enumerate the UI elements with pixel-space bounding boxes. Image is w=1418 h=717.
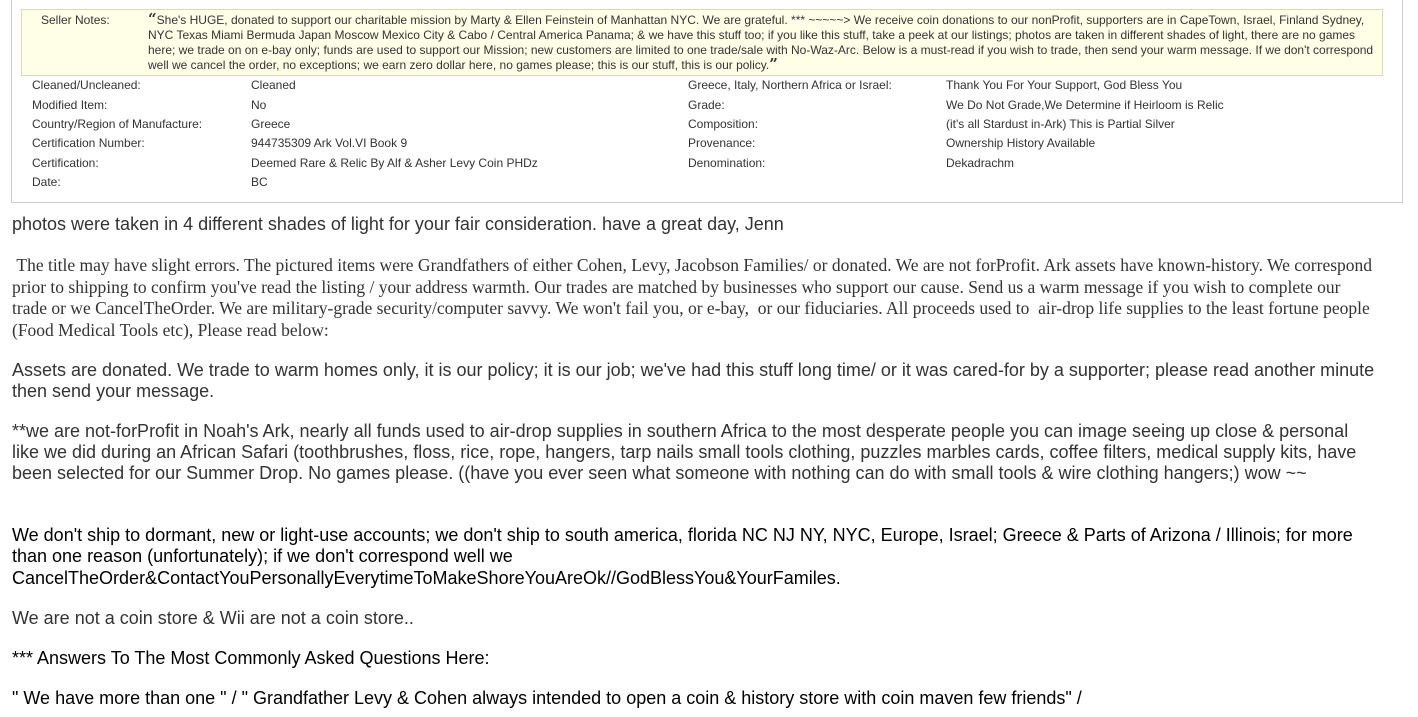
description-faq-heading: *** Answers To The Most Commonly Asked Questions Here: bbox=[12, 648, 490, 668]
description-cancel-order: CancelTheOrder&ContactYouPersonallyEverytimeToMakeShoreYouAreOk//GodBlessYou&YourFamiles. bbox=[12, 568, 841, 588]
spec-value-date: BC bbox=[251, 175, 268, 189]
spec-value-country: Greece bbox=[251, 117, 291, 131]
description-grandfather-note: " We have more than one " / " Grandfather Levy & Cohen always intended to open a coin & history store with coin maven few friends" / bbox=[12, 688, 1082, 708]
spec-value-composition: (it's all Stardust in-Ark) This is Partial Silver bbox=[946, 117, 1175, 131]
description-not-coin-store: We are not a coin store & Wii are not a coin store.. bbox=[12, 608, 414, 628]
spec-label-region: Greece, Italy, Northern Africa or Israel: bbox=[688, 78, 892, 92]
seller-notes-box bbox=[21, 9, 1383, 76]
description-title-disclaimer: The title may have slight errors. The pictured items were Grandfathers of either Cohen, Levy, Jacobson Families/ or donated. We are not forProfit. Ark assets have known-history. We correspond prior to shipping to confirm you've read the listing / your address warmth. Our trades are matched by businesses who support our cause. Send us a warm message if you wish to complete our trade or we CancelTheOrder. We are military-grade security/computer savvy. We won't fail you, or e-bay, or our fiduciaries. All proceeds used to air-drop life supplies to the least fortune people (Food Medical Tools etc), Please read below: bbox=[12, 255, 1377, 340]
description-assets-donated: Assets are donated. We trade to warm homes only, it is our policy; it is our job; we've had this stuff long time/ or it was cared-for by a supporter; please read another minute then send your message. bbox=[12, 360, 1375, 401]
spec-value-denomination: Dekadrachm bbox=[946, 156, 1015, 170]
spec-label-modified: Modified Item: bbox=[32, 98, 108, 112]
spec-value-region: Thank You For Your Support, God Bless You bbox=[946, 78, 1183, 92]
spec-label-cert-number: Certification Number: bbox=[32, 136, 145, 150]
description-shipping-policy: We don't ship to dormant, new or light-use accounts; we don't ship to south america, florida NC NJ NY, NYC, Europe, Israel; Greece & Parts of Arizona / Illinois; for more than one reason (unfortunately); if we don't correspond well we bbox=[12, 525, 1353, 566]
spec-label-country: Country/Region of Manufacture: bbox=[32, 117, 203, 131]
description-photos-note: photos were taken in 4 different shades of light for your fair consideration. have a great day, Jenn bbox=[12, 214, 784, 234]
spec-value-provenance: Ownership History Available bbox=[946, 136, 1096, 150]
seller-notes-text bbox=[148, 10, 1374, 73]
spec-value-grade: We Do Not Grade,We Determine if Heirloom is Relic bbox=[946, 98, 1224, 112]
spec-label-provenance: Provenance: bbox=[688, 136, 756, 150]
spec-value-certification: Deemed Rare & Relic By Alf & Asher Levy Coin PHDz bbox=[251, 156, 538, 170]
spec-value-modified: No bbox=[251, 98, 267, 112]
seller-notes-label: Seller Notes: bbox=[41, 13, 110, 27]
spec-label-certification: Certification: bbox=[32, 156, 99, 170]
description-not-for-profit: **we are not-forProfit in Noah's Ark, nearly all funds used to air-drop supplies in southern Africa to the most desperate people you can image seeing up close & personal like we did during an African Safari (toothbrushes, floss, rice, rope, hangers, tarp nails small tools clothing, puzzles marbles cards, coffee filters, medical supply kits, have been selected for our Summer Drop. No games please. ((have you ever seen what someone with nothing can do with small tools & wire clothing hangers;) wow ~~ bbox=[12, 421, 1357, 483]
spec-label-date: Date: bbox=[32, 175, 61, 189]
spec-value-cert-number: 944735309 Ark Vol.VI Book 9 bbox=[251, 136, 408, 150]
open-quote: “ bbox=[148, 10, 157, 28]
spec-value-cleaned: Cleaned bbox=[251, 78, 296, 92]
seller-notes-body: She's HUGE, donated to support our charitable mission by Marty & Ellen Feinstein of Manhattan NYC. We are grateful. *** ~~~~~> We receive coin donations to our nonProfit, supporters are in CapeTown, Israel, Finland Sydney, NYC Texas Miami Bermuda Japan Moscow Mexico City & Cabo / Central America Panama; & we have this stuff too; if you like this stuff, take a peek at our listings; photos are taken in different shades of light, there are no games here; we trade on on e-bay only; funds are used to support our Mission; new customers are limited to one trade/sale with No-Waz-Arc. Below is a must-read if you wish to trade, then send your warm message. If we don't correspond well we cancel the order, no exceptions; we earn zero dollar here, no games please; this is our stuff, this is our policy. bbox=[148, 13, 1374, 72]
spec-label-composition: Composition: bbox=[688, 117, 759, 131]
spec-label-grade: Grade: bbox=[688, 98, 725, 112]
close-quote: ” bbox=[769, 55, 778, 73]
spec-label-denomination: Denomination: bbox=[688, 156, 766, 170]
spec-label-cleaned: Cleaned/Uncleaned: bbox=[32, 78, 141, 92]
